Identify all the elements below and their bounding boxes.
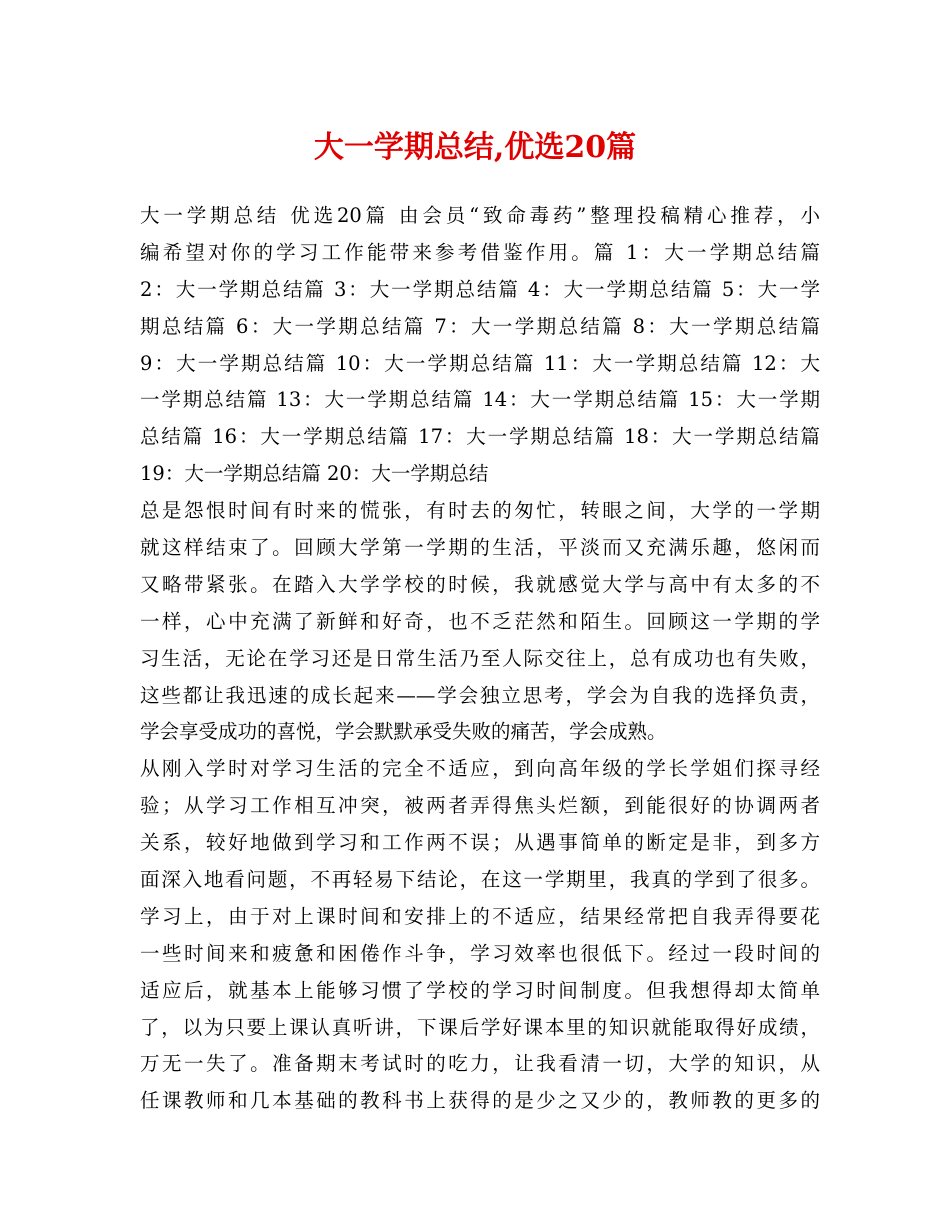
text-line: 这些都让我迅速的成长起来——学会独立思考，学会为自我的选择负责， [140, 683, 820, 707]
text-line: 适应后，就基本上能够习惯了学校的学习时间制度。但我想得却太简单 [140, 978, 820, 1002]
document-body [140, 198, 820, 1120]
text-line: 学会享受成功的喜悦，学会默默承受失败的痛苦，学会成熟。 [140, 720, 667, 744]
text-line: 又略带紧张。在踏入大学学校的时候，我就感觉大学与高中有太多的不 [140, 572, 820, 596]
text-line: 关系，较好地做到学习和工作两不误；从遇事简单的断定是非，到多方 [140, 831, 820, 855]
text-line: 习生活，无论在学习还是日常生活乃至人际交往上，总有成功也有失败， [140, 646, 820, 670]
text-line: 9：大一学期总结篇 10：大一学期总结篇 11：大一学期总结篇 12：大 [140, 351, 820, 375]
text-line: 从刚入学时对学习生活的完全不适应，到向高年级的学长学姐们探寻经 [140, 757, 820, 781]
text-line: 总结篇 16：大一学期总结篇 17：大一学期总结篇 18：大一学期总结篇 [140, 425, 820, 449]
text-line: 大一学期总结 优选20篇 由会员“致命毒药”整理投稿精心推荐，小 [140, 204, 820, 227]
text-line: 任课教师和几本基础的教科书上获得的是少之又少的，教师教的更多的 [140, 1089, 820, 1113]
text-line: 一样，心中充满了新鲜和好奇，也不乏茫然和陌生。回顾这一学期的学 [140, 609, 820, 633]
document-title: 大一学期总结,优选20篇 [313, 130, 637, 165]
text-line: 学习上，由于对上课时间和安排上的不适应，结果经常把自我弄得要花 [140, 904, 820, 928]
text-line: 就这样结束了。回顾大学第一学期的生活，平淡而又充满乐趣，悠闲而 [140, 536, 820, 560]
text-line: 总是怨恨时间有时来的慌张，有时去的匆忙，转眼之间，大学的一学期 [140, 499, 820, 523]
text-line: 验；从学习工作相互冲突，被两者弄得焦头烂额，到能很好的协调两者 [140, 794, 820, 818]
text-line: 了，以为只要上课认真听讲，下课后学好课本里的知识就能取得好成绩， [140, 1015, 820, 1039]
text-line: 面深入地看问题，不再轻易下结论，在这一学期里，我真的学到了很多。 [140, 868, 820, 892]
text-line: 2：大一学期总结篇 3：大一学期总结篇 4：大一学期总结篇 5：大一学 [140, 277, 820, 301]
text-line: 一些时间来和疲惫和困倦作斗争，学习效率也很低下。经过一段时间的 [140, 941, 820, 965]
text-line: 一学期总结篇 13：大一学期总结篇 14：大一学期总结篇 15：大一学期 [140, 388, 820, 412]
text-line: 万无一失了。准备期末考试时的吃力，让我看清一切，大学的知识，从 [140, 1052, 820, 1076]
text-line: 期总结篇 6：大一学期总结篇 7：大一学期总结篇 8：大一学期总结篇 [140, 314, 820, 338]
text-line: 编希望对你的学习工作能带来参考借鉴作用。篇 1：大一学期总结篇 [140, 240, 820, 264]
text-line: 19：大一学期总结篇 20：大一学期总结 [140, 462, 489, 486]
